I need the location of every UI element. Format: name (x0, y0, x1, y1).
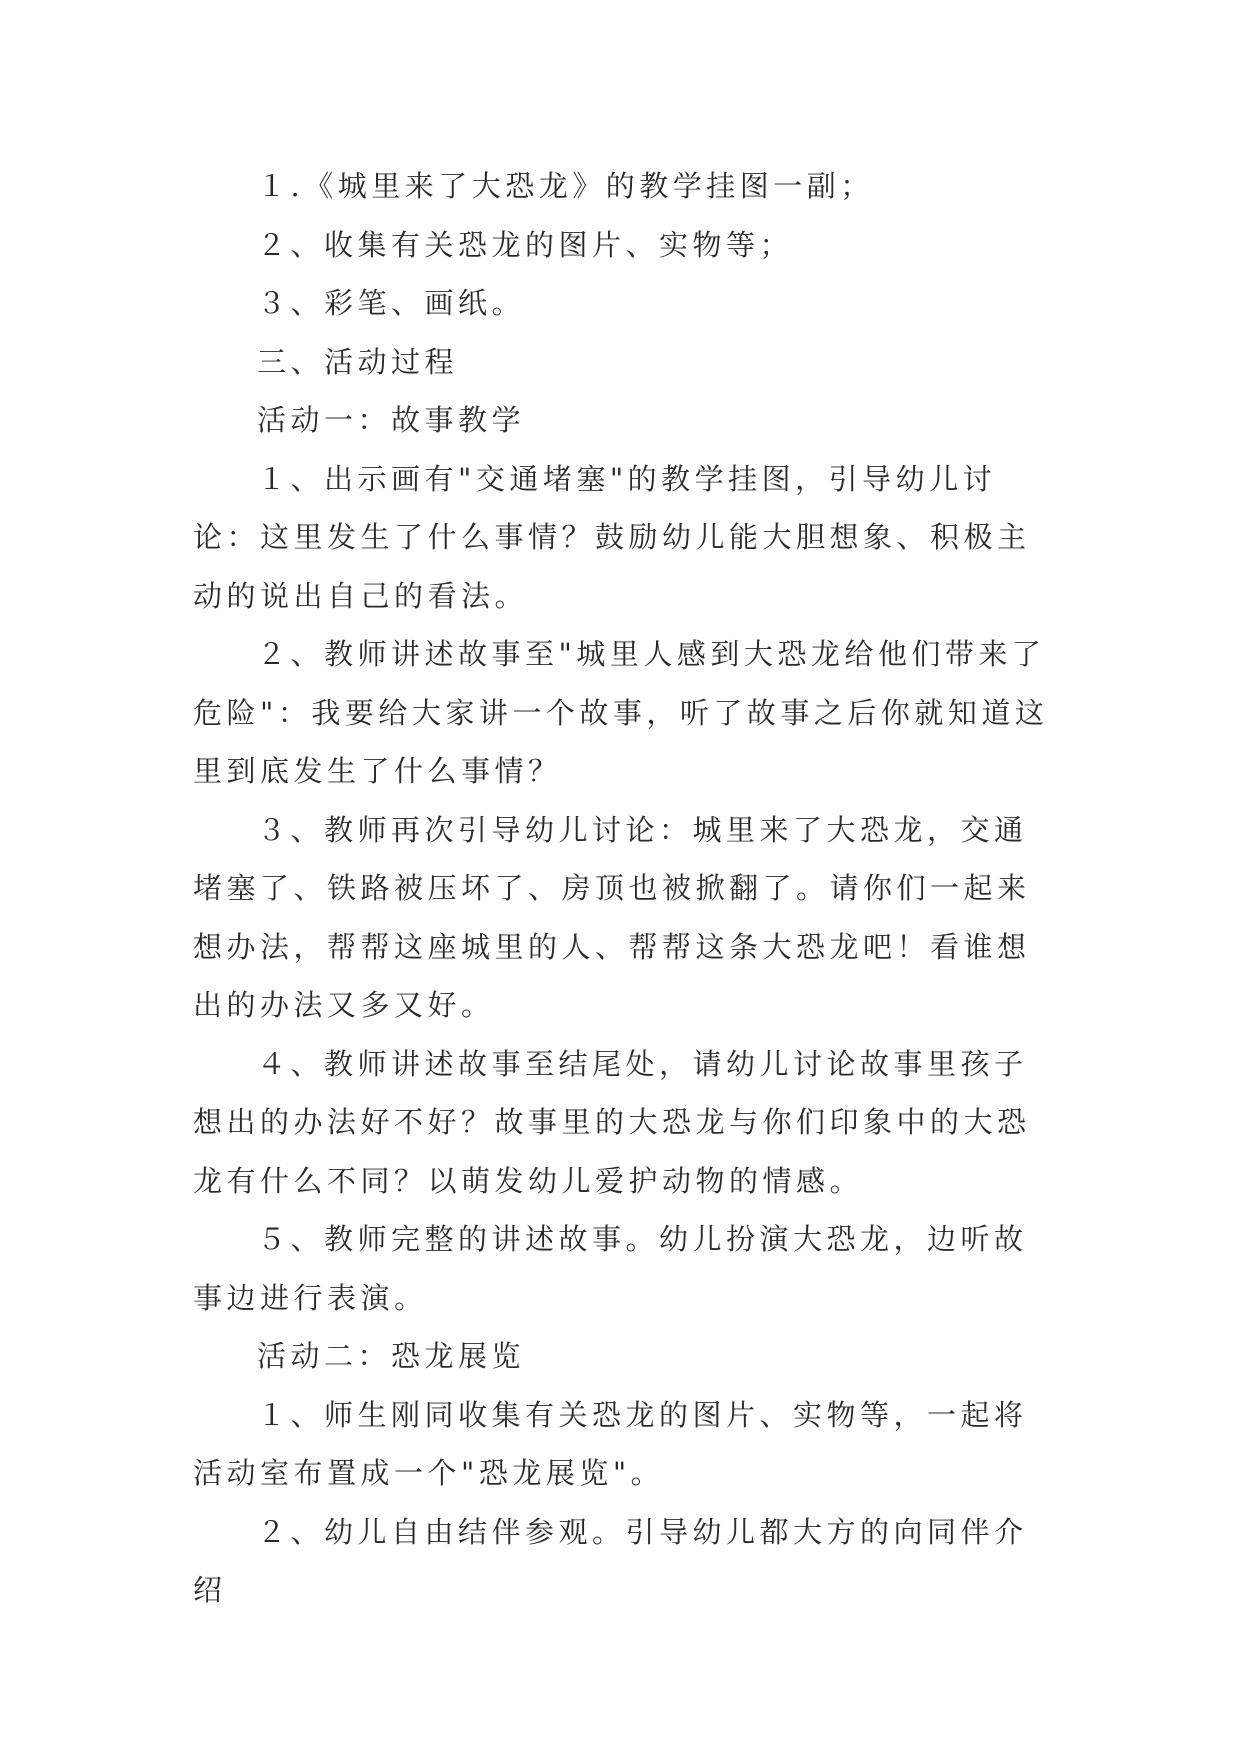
activity-one-step-4: ４、教师讲述故事至结尾处，请幼儿讨论故事里孩子想出的办法好不好？故事里的大恐龙与你们印象中的大恐龙有什么不同？以萌发幼儿爱护动物的情感。 (193, 1046, 1031, 1198)
materials-item-1: １.《城里来了大恐龙》的教学挂图一副； (257, 169, 874, 203)
activity-one-step-2: ２、教师讲述故事至"城里人感到大恐龙给他们带来了危险"：我要给大家讲一个故事，听了故事之后你就知道这里到底发生了什么事情？ (193, 637, 1049, 788)
document-body (193, 157, 1051, 1620)
activity-one-step-5: ５、教师完整的讲述故事。幼儿扮演大恐龙，边听故事边进行表演。 (193, 1222, 1028, 1315)
materials-item-3: ３、彩笔、画纸。 (257, 286, 526, 320)
activity-two-step-1: １、师生刚同收集有关恐龙的图片、实物等，一起将活动室布置成一个"恐龙展览"。 (193, 1397, 1028, 1490)
activity-one-step-3: ３、教师再次引导幼儿讨论：城里来了大恐龙，交通堵塞了、铁路被压坏了、房顶也被掀翻了。请你们一起来想办法，帮帮这座城里的人、帮帮这条大恐龙吧！看谁想出的办法又多又好。 (193, 812, 1031, 1022)
materials-item-2: ２、收集有关恐龙的图片、实物等； (257, 227, 794, 262)
activity-one-step-1: １、出示画有"交通堵塞"的教学挂图，引导幼儿讨论：这里发生了什么事情？鼓励幼儿能大胆想象、积极主动的说出自己的看法。 (193, 461, 1031, 613)
activity-one-heading: 活动一：故事教学 (257, 403, 526, 437)
activity-two-heading: 活动二：恐龙展览 (257, 1339, 526, 1373)
section-heading-activity-process: 三、活动过程 (257, 344, 459, 379)
activity-two-step-2: ２、幼儿自由结伴参观。引导幼儿都大方的向同伴介绍 (193, 1514, 1028, 1607)
